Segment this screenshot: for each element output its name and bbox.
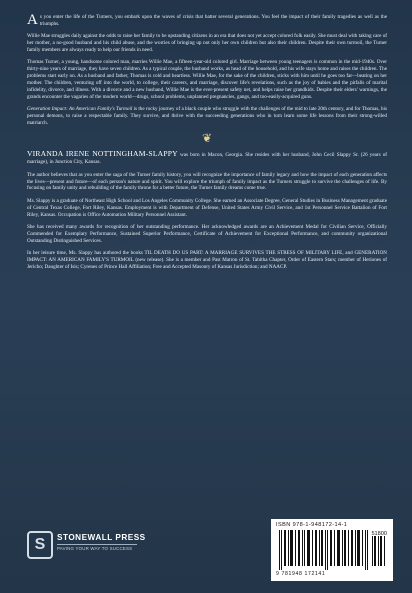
- book-title-italic: Generation Impact: An American Family's Turmoil: [27, 106, 133, 113]
- author-bio-3: She has received many awards for recognition of her outstanding performance. Her acknowledged awards are an Achievement Medal for Civilian Service, Officially Commended for Exemplary Performance, Sustained Superior Performance, Certificate of Achievement for Exceptional Performance, and community organizational Outstanding Distinguished Services.: [27, 223, 387, 244]
- intro-paragraph-1: [27, 14, 387, 28]
- author-intro: [27, 149, 387, 166]
- drop-cap: A: [27, 12, 38, 28]
- author-bio-4: In her leisure time, Ms. Slappy has authored the books TIL DEATH DO US PART: A MARRIAGE SURVIVES THE STRESS OF MILITARY LIFE, and GENERATION IMPACT: AN AMERICAN FAMILY'S TURMOIL (new release). She is a member and Past Matron of St. Tabitha Chapter, Order of Eastern Stars; member of Heriones of Jericho; Daughter of Isis; Cyrenes of Prince Hall Affiliation; Free and Accepted Masonry of Kansas Jurisdiction; and NAACP.: [27, 250, 387, 270]
- bottom-strip: [0, 504, 412, 593]
- author-intro-text: was born in Macon, Georgia. She resides with her husband, John Cecil Slappy Sr. (26 years of marriage), in Junction City, Kansas.: [27, 152, 387, 166]
- publisher-logo: [27, 531, 146, 571]
- intro-paragraph-4-text: is the rocky journey of a black couple who struggle with the challenges of the mid to late 20th century, and for Thomas, his personal demons, to raise a respectable family. They survive, and thrive with the succeeding generations who in turn learn some life lessons from their strong-willed matriarch.: [27, 106, 387, 126]
- author-name: VIRANDA IRENE NOTTINGHAM-SLAPPY: [27, 149, 178, 159]
- intro-paragraph-1-text: s you enter the life of the Turners, you embark upon the waves of crisis that batter several generations. You feel the impact of their family tragedies as well as the triumphs.: [39, 14, 387, 27]
- back-cover-text: [27, 14, 387, 276]
- isbn-label: ISBN 978-1-948172-14-1: [276, 522, 348, 528]
- logo-divider: [57, 544, 137, 545]
- intro-paragraph-4: [27, 106, 387, 127]
- author-bio-2: Ms. Slappy is a graduate of Northeast High School and Los Angeles Community College. She earned an Associate Degree, General Studies in Business Management graduate of Central Texas College, Fort Riley, Kansas. Employment is with Department of Defense, United States Army Civil Service, and 1st Personnel Service Battalion of Fort Riley, Kansas. Occupation is Office Automation Military Personnel Assistant.: [27, 197, 387, 218]
- intro-paragraph-2: Willie Mae struggles daily against the odds to raise her family to be upstanding citizens in an era that does not yet accept colored folk easily. She must deal with taking care of her mother, a no-good husband and his child abuse, and the worries of bringing up not only her own children but also their children. Despite their own turmoil, the Turner family members are always ready to help our friends in need.: [27, 33, 387, 53]
- publisher-tagline: PAVING YOUR WAY TO SUCCESS: [57, 546, 133, 551]
- barcode-digits: 9 781948 172141: [276, 571, 326, 577]
- barcode-box: [271, 519, 393, 581]
- fleuron-ornament-icon: ❦: [201, 131, 213, 146]
- price-code: 51800: [371, 531, 387, 537]
- publisher-logo-icon: S: [27, 531, 53, 559]
- publisher-name: STONEWALL PRESS: [57, 533, 146, 542]
- intro-paragraph-3: Thomas Turner, a young, handsome colored man, marries Willie Mae, a fifteen-year-old colored girl. Marriage between young teenagers is common in the mid-1940s. Over thirty-nine years of marriage, they have seven children. As a typical couple, the husband works, as head of the household, and his wife stays home and raises the children. The problems start early on. As a husband and father, Thomas is cold and heartless. Willie Mae, for the sake of the children, sticks with him until he goes too far—beating on her mother. The children, venturing off into the world, to college, their careers, and marriage, discover life's revelations, such as the joy of babies and the pitfalls of marital infidelity, divorce, and illness. With a divorce and a new husband, Willie Mae is the ever-present safety net, and helps raise her grandkids. Despite their elders' warnings, the grands encounter the vagaries of the modern world—drugs, school problems, unplanned pregnancies, gangs, and too-easily-acquired guns.: [27, 59, 387, 100]
- author-bio-1: The author believes that as you enter the saga of the Turner family history, you will recognize the importance of family legacy and how the impact of each generation affects the lives—present and future—of each person's nature and spirit. You will explore the triumph of family impact as the Turners struggle to survive the challenges of life. By focusing on family unity and rebuilding of the family throne for a better future, the Turner family dreams come true.: [27, 171, 387, 192]
